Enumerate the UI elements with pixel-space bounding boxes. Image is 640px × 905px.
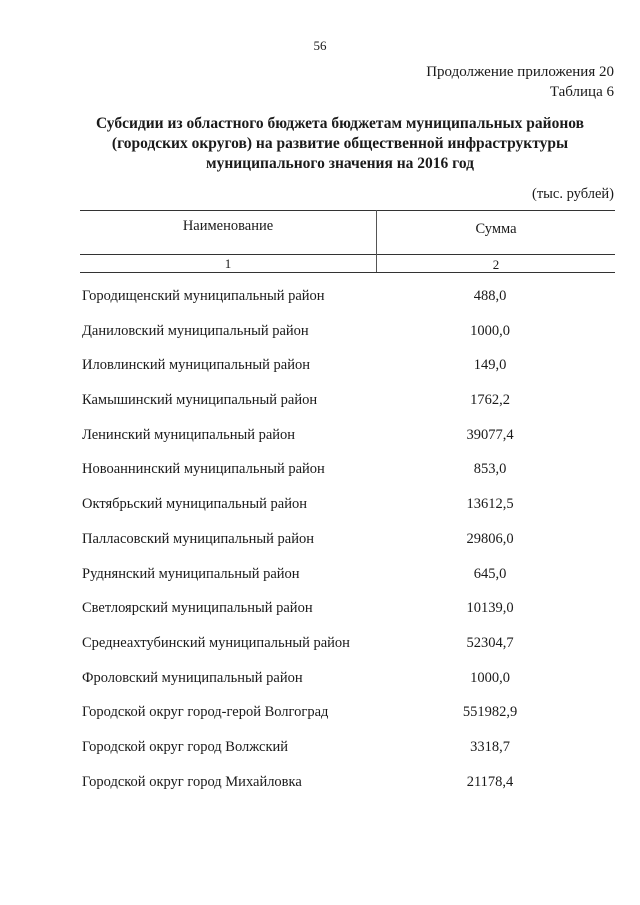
- row-sum: 52304,7: [466, 634, 514, 651]
- table-top-rule: [80, 210, 615, 211]
- row-sum: 39077,4: [466, 426, 514, 443]
- header-divider-rule: [80, 254, 615, 255]
- row-name: Новоаннинский муниципальный район: [82, 461, 325, 478]
- row-name: Городской округ город Михайловка: [82, 773, 302, 790]
- table-row: [0, 774, 640, 809]
- table-row: [0, 323, 640, 358]
- table-row: [0, 600, 640, 635]
- header-name: Наименование: [182, 218, 274, 234]
- row-sum: 551982,9: [462, 704, 518, 721]
- row-name: Светлоярский муниципальный район: [82, 600, 313, 617]
- units-label: (тыс. рублей): [532, 186, 614, 202]
- table-row: [0, 635, 640, 670]
- row-name: Руднянский муниципальный район: [82, 565, 300, 582]
- row-sum: 645,0: [473, 565, 507, 582]
- row-name: Палласовский муниципальный район: [82, 530, 314, 547]
- table-row: [0, 427, 640, 462]
- row-name: Среднеахтубинский муниципальный район: [82, 634, 350, 651]
- row-name: Камышинский муниципальный район: [82, 392, 318, 409]
- row-sum: 1000,0: [470, 669, 510, 686]
- appendix-reference: [426, 62, 614, 102]
- row-name: Октябрьский муниципальный район: [82, 496, 307, 513]
- row-sum: 488,0: [473, 288, 507, 304]
- row-sum: 10139,0: [466, 600, 514, 617]
- row-sum: 149,0: [473, 357, 507, 374]
- table-row: [0, 496, 640, 531]
- row-name: Даниловский муниципальный район: [82, 322, 309, 339]
- page-number: 56: [313, 38, 327, 53]
- row-name: Фроловский муниципальный район: [82, 669, 303, 686]
- row-name: Городской округ город-герой Волгоград: [82, 704, 329, 721]
- row-name: Иловлинский муниципальный район: [82, 357, 310, 374]
- row-sum: 21178,4: [466, 773, 514, 790]
- table-row: [0, 566, 640, 601]
- row-sum: 3318,7: [470, 738, 510, 755]
- title-line: муниципального значения на 2016 год: [206, 155, 474, 172]
- table-body: [0, 288, 640, 808]
- row-sum: 853,0: [473, 461, 507, 478]
- table-row: [0, 392, 640, 427]
- table-row: [0, 704, 640, 739]
- title-line: (городских округов) на развитие общественной инфраструктуры: [111, 135, 569, 152]
- continuation-label: Продолжение приложения 20: [426, 64, 614, 80]
- table-row: [0, 670, 640, 705]
- title-line: Субсидии из областного бюджета бюджетам муниципальных районов: [96, 115, 584, 132]
- header-sum: Сумма: [475, 221, 517, 237]
- row-name: Городищенский муниципальный район: [82, 288, 325, 304]
- table-row: [0, 531, 640, 566]
- row-sum: 13612,5: [466, 496, 514, 513]
- row-name: Ленинский муниципальный район: [82, 426, 296, 443]
- row-name: Городской округ город Волжский: [82, 738, 289, 755]
- document-title: [80, 114, 600, 174]
- table-row: [0, 739, 640, 774]
- column-number-2: 2: [492, 257, 500, 272]
- row-sum: 1000,0: [470, 322, 510, 339]
- row-sum: 1762,2: [470, 392, 510, 409]
- table-row: [0, 461, 640, 496]
- table-label: Таблица 6: [549, 84, 614, 100]
- table-row: [0, 288, 640, 323]
- column-number-1: 1: [224, 256, 232, 271]
- row-sum: 29806,0: [466, 530, 514, 547]
- table-row: [0, 357, 640, 392]
